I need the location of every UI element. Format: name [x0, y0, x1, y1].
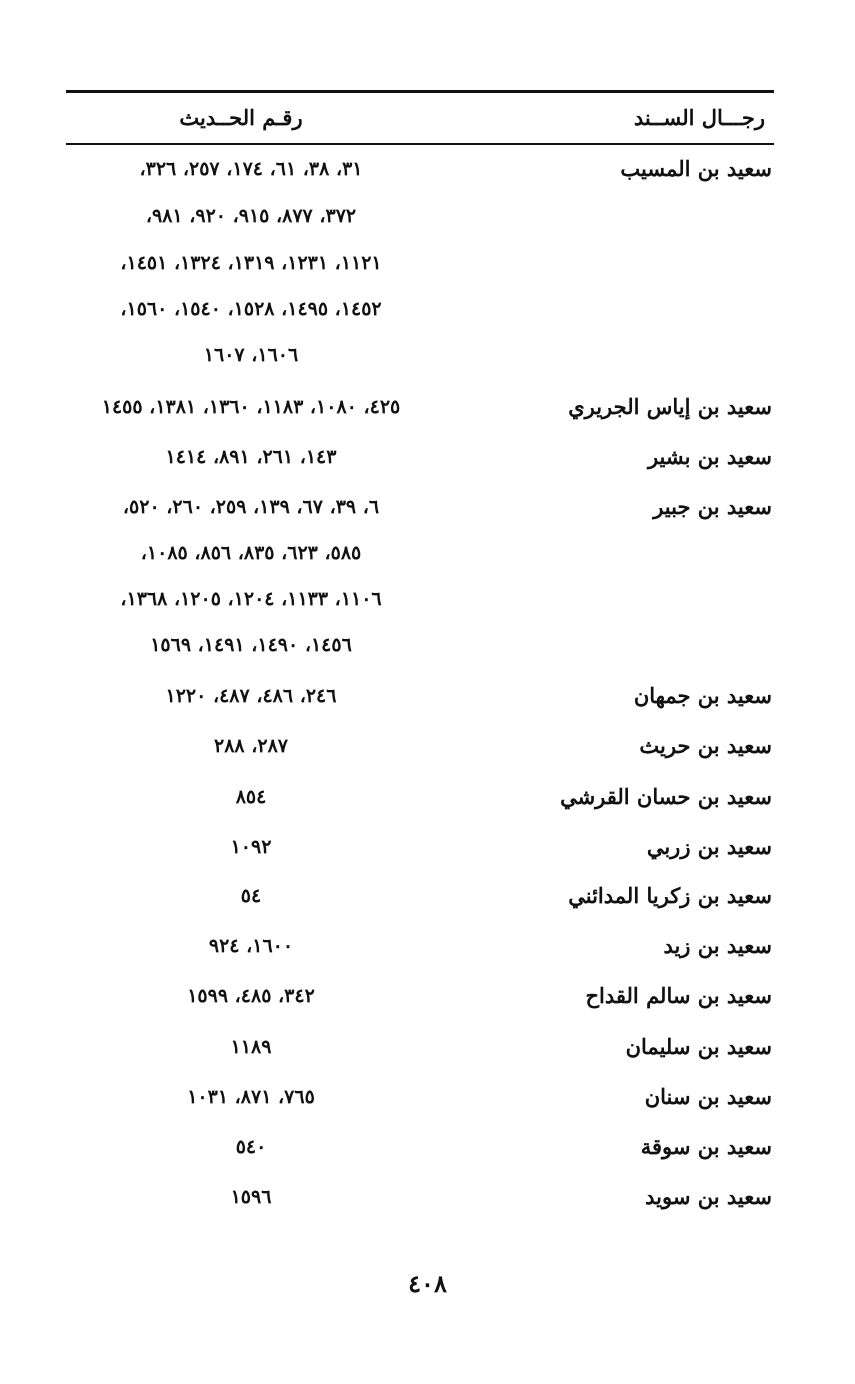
hadith-numbers: ٣١، ٣٨، ٦١، ١٧٤، ٢٥٧، ٣٢٦،: [139, 158, 363, 180]
table-row: [0, 923, 855, 969]
hadith-number-column-header: رقـم الحــديث: [179, 105, 303, 130]
table-row: [0, 484, 855, 530]
table-row: [0, 824, 855, 870]
narrator-name: سعيد بن سنان: [644, 1084, 772, 1109]
table-row: [0, 240, 855, 286]
header-rule: [66, 143, 774, 145]
hadith-numbers: ١٥٩٦: [230, 1186, 272, 1208]
hadith-numbers: ١١٢١، ١٢٣١، ١٣١٩، ١٣٢٤، ١٤٥١،: [120, 252, 382, 274]
narrator-name: سعيد بن سليمان: [625, 1034, 772, 1059]
table-row: [0, 1124, 855, 1170]
narrator-name: سعيد بن سالم القداح: [585, 983, 772, 1008]
table-row: [0, 1024, 855, 1070]
hadith-numbers: ١٦٠٠، ٩٢٤: [208, 935, 294, 957]
table-row: [0, 873, 855, 919]
table-row: [0, 434, 855, 480]
narrator-name: سعيد بن حسان القرشي: [560, 784, 772, 809]
hadith-numbers: ٤٢٥، ١٠٨٠، ١١٨٣، ١٣٦٠، ١٣٨١، ١٤٥٥: [101, 396, 401, 418]
narrators-column-header: رجـــال الســند: [633, 105, 765, 130]
table-row: [0, 384, 855, 430]
narrator-name: سعيد بن زربي: [646, 834, 772, 859]
hadith-numbers: ١٠٩٢: [230, 836, 272, 858]
narrator-name: سعيد بن حريث: [639, 733, 772, 758]
narrator-name: سعيد بن إياس الجريري: [568, 394, 772, 419]
narrator-name: سعيد بن زكريا المدائني: [568, 883, 772, 908]
hadith-numbers: ٥٨٥، ٦٢٣، ٨٣٥، ٨٥٦، ١٠٨٥،: [140, 542, 362, 564]
narrator-name: سعيد بن بشير: [647, 444, 772, 469]
table-row: [0, 1074, 855, 1120]
table-row: [0, 146, 855, 192]
hadith-numbers: ١٦٠٦، ١٦٠٧: [203, 344, 299, 366]
hadith-numbers: ٢٨٧، ٢٨٨: [214, 735, 288, 757]
hadith-numbers: ١١٠٦، ١١٣٣، ١٢٠٤، ١٢٠٥، ١٣٦٨،: [120, 588, 382, 610]
hadith-numbers: ١١٨٩: [230, 1036, 272, 1058]
hadith-numbers: ٦، ٣٩، ٦٧، ١٣٩، ٢٥٩، ٢٦٠، ٥٢٠،: [122, 496, 380, 518]
table-row: [0, 332, 855, 378]
table-row: [0, 193, 855, 239]
table-row: [0, 286, 855, 332]
hadith-numbers: ١٤٣، ٢٦١، ٨٩١، ١٤١٤: [165, 446, 337, 468]
narrator-name: سعيد بن المسيب: [620, 156, 772, 181]
narrator-name: سعيد بن سوقة: [640, 1134, 772, 1159]
table-row: [0, 1174, 855, 1220]
page-number: ٤٠٨: [408, 1269, 447, 1298]
narrator-name: سعيد بن جمهان: [633, 683, 772, 708]
table-row: [0, 530, 855, 576]
narrator-name: سعيد بن جبير: [653, 494, 772, 519]
hadith-numbers: ٧٦٥، ٨٧١، ١٠٣١: [187, 1086, 315, 1108]
hadith-numbers: ١٤٥٢، ١٤٩٥، ١٥٢٨، ١٥٤٠، ١٥٦٠،: [120, 298, 382, 320]
top-rule: [66, 90, 774, 93]
table-row: [0, 576, 855, 622]
narrator-name: سعيد بن سويد: [645, 1184, 772, 1209]
table-row: [0, 973, 855, 1019]
table-row: [0, 673, 855, 719]
hadith-numbers: ٢٤٦، ٤٨٦، ٤٨٧، ١٢٢٠: [165, 685, 337, 707]
hadith-numbers: ٣٤٢، ٤٨٥، ١٥٩٩: [187, 985, 315, 1007]
hadith-numbers: ١٤٥٦، ١٤٩٠، ١٤٩١، ١٥٦٩: [150, 634, 352, 656]
table-row: [0, 774, 855, 820]
table-row: [0, 723, 855, 769]
narrator-name: سعيد بن زيد: [663, 933, 772, 958]
hadith-numbers: ٥٤: [240, 885, 262, 907]
hadith-numbers: ٥٤٠: [235, 1136, 267, 1158]
hadith-numbers: ٣٧٢، ٨٧٧، ٩١٥، ٩٢٠، ٩٨١،: [145, 205, 357, 227]
hadith-numbers: ٨٥٤: [235, 786, 267, 808]
table-row: [0, 622, 855, 668]
